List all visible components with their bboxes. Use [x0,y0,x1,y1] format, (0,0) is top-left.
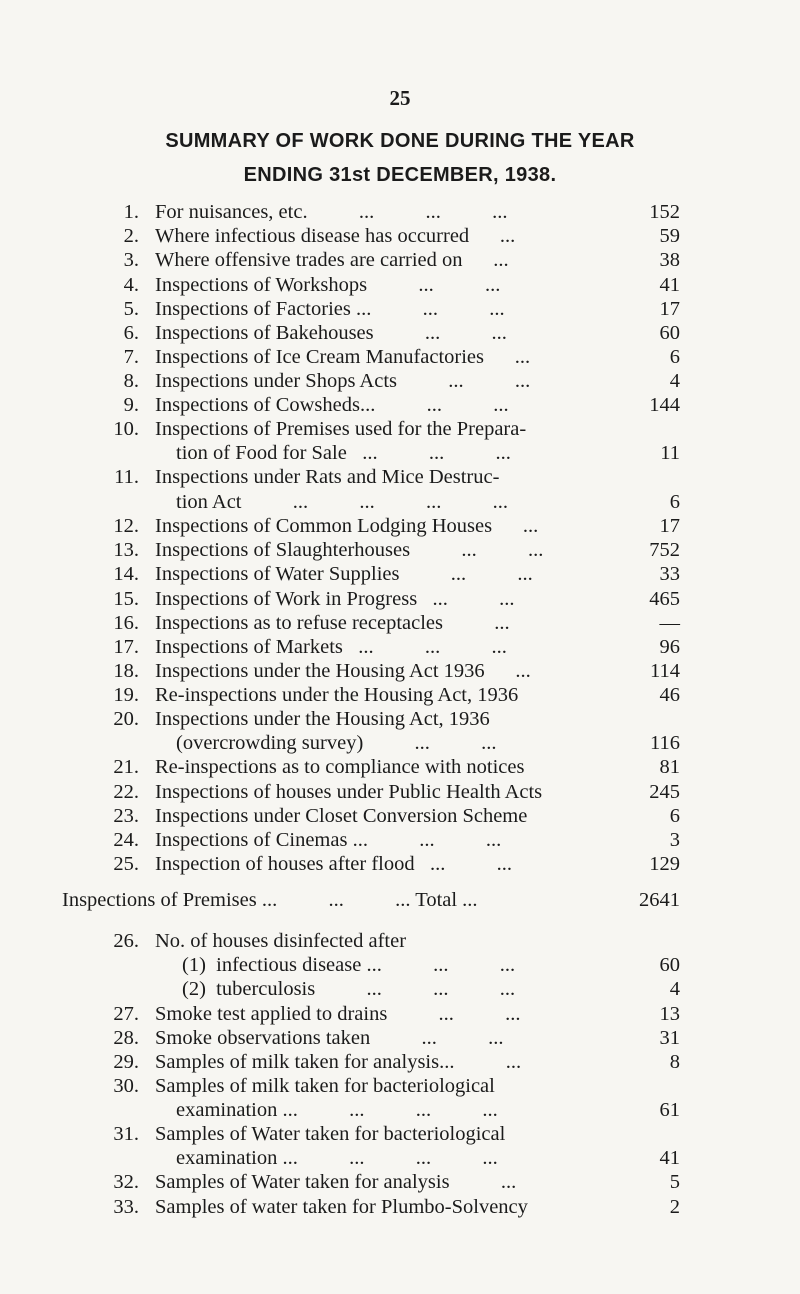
list-item [0,1195,800,1219]
item-value: 96 [659,636,680,658]
item-label: Inspections of Markets ... ... ... [155,636,507,658]
item-label: Smoke test applied to drains ... ... [155,1003,521,1025]
item-label: Re-inspections under the Housing Act, 1936 [155,684,519,706]
list-item [0,200,800,224]
item-label: Inspections of Cinemas ... ... ... [155,829,502,851]
item-value: 245 [649,781,680,803]
item-value: 6 [669,491,680,513]
item-label: Smoke observations taken ... ... [155,1027,504,1049]
item-label: Inspections of Ice Cream Manufactories ... [155,346,531,368]
item-label: Samples of Water taken for analysis ... [155,1171,517,1193]
item-number: 33. [113,1196,139,1218]
item-label: Inspections as to refuse receptacles ... [155,612,510,634]
list-item [0,1002,800,1026]
item-label: (2) tuberculosis ... ... ... [182,978,516,1000]
list-item [0,804,800,828]
item-number: 27. [113,1003,139,1025]
list-item [0,755,800,779]
list-item [0,490,800,514]
list-item [0,1098,800,1122]
item-value: 13 [659,1003,680,1025]
item-label: Inspections under the Housing Act, 1936 [155,708,490,730]
item-number: 29. [113,1051,139,1073]
item-number: 1. [123,201,139,223]
item-label: No. of houses disinfected after [155,930,407,952]
item-label: Inspections of houses under Public Health Acts [155,781,543,803]
item-label: Inspections under Rats and Mice Destruc- [155,466,500,488]
list-item [0,562,800,586]
item-label: Samples of milk taken for analysis... ... [155,1051,522,1073]
item-number: 32. [113,1171,139,1193]
item-number: 28. [113,1027,139,1049]
item-number: 6. [123,322,139,344]
item-number: 2. [123,225,139,247]
item-value: 17 [659,298,680,320]
list-item [0,273,800,297]
list-item [0,345,800,369]
item-value: 144 [649,394,680,416]
item-label: examination ... ... ... ... [176,1147,498,1169]
page-subtitle: ENDING 31st DECEMBER, 1938. [243,164,557,186]
list-item [0,707,800,731]
item-number: 15. [113,588,139,610]
item-value: 41 [659,1147,680,1169]
item-value: 31 [659,1027,680,1049]
list-item [0,780,800,804]
item-label: Inspections of Common Lodging Houses ... [155,515,539,537]
item-number: 21. [113,756,139,778]
list-item [0,248,800,272]
list-item [0,828,800,852]
item-value: 6 [669,346,680,368]
list-item [0,587,800,611]
list-item [0,635,800,659]
item-number: 16. [113,612,139,634]
page-number: 25 [389,86,411,110]
item-label: Inspection of houses after flood ... ... [155,853,512,875]
item-value: 465 [649,588,680,610]
item-number: 14. [113,563,139,585]
item-value: 116 [650,732,680,754]
list-item [0,514,800,538]
item-label: Where offensive trades are carried on ... [155,249,509,271]
item-number: 4. [123,274,139,296]
list-item [0,538,800,562]
item-label: For nuisances, etc. ... ... ... [155,201,508,223]
item-number: 7. [123,346,139,368]
total-label: Inspections of Premises ... ... ... Total ... [62,889,478,911]
item-label: Inspections of Factories ... ... ... [155,298,505,320]
item-value: 152 [649,201,680,223]
item-value: 61 [659,1099,680,1121]
item-number: 31. [113,1123,139,1145]
item-number: 12. [113,515,139,537]
list-item [0,369,800,393]
item-value: 4 [669,370,680,392]
item-number: 23. [113,805,139,827]
list-item [0,1074,800,1098]
item-value: 60 [659,954,680,976]
list-item [0,465,800,489]
item-label: Inspections of Workshops ... ... [155,274,501,296]
item-value: 17 [659,515,680,537]
item-label: Inspections of Water Supplies ... ... [155,563,533,585]
item-label: (overcrowding survey) ... ... [176,732,497,754]
item-label: Where infectious disease has occurred ... [155,225,516,247]
item-value: 114 [650,660,680,682]
list-item [0,611,800,635]
item-number: 3. [123,249,139,271]
list-item [0,1170,800,1194]
item-number: 24. [113,829,139,851]
list-item [0,683,800,707]
list-item [0,417,800,441]
item-number: 13. [113,539,139,561]
item-label: Inspections of Work in Progress ... ... [155,588,515,610]
item-number: 10. [113,418,139,440]
item-number: 30. [113,1075,139,1097]
list-item [0,441,800,465]
item-value: 38 [659,249,680,271]
item-label: tion Act ... ... ... ... [176,491,508,513]
item-value: 3 [669,829,680,851]
item-number: 20. [113,708,139,730]
list-item [0,321,800,345]
item-value: 4 [669,978,680,1000]
item-number: 8. [123,370,139,392]
item-number: 18. [113,660,139,682]
total-value: 2641 [639,889,680,911]
item-number: 26. [113,930,139,952]
item-number: 25. [113,853,139,875]
list-item [0,1050,800,1074]
item-label: Inspections of Premises used for the Prepara- [155,418,527,440]
item-number: 5. [123,298,139,320]
item-label: Inspections under Shops Acts ... ... [155,370,531,392]
page-title: SUMMARY OF WORK DONE DURING THE YEAR [165,130,635,152]
item-label: Inspections under the Housing Act 1936 ... [155,660,531,682]
item-number: 22. [113,781,139,803]
list-item [0,1146,800,1170]
item-label: Inspections of Slaughterhouses ... ... [155,539,544,561]
item-value: 11 [660,442,680,464]
item-value: — [659,612,680,634]
list-item [0,1122,800,1146]
list-item [0,731,800,755]
item-value: 60 [659,322,680,344]
item-label: Inspections under Closet Conversion Scheme [155,805,528,827]
item-label: examination ... ... ... ... [176,1099,498,1121]
item-label: Re-inspections as to compliance with notices [155,756,525,778]
item-label: (1) infectious disease ... ... ... [182,954,516,976]
item-label: Samples of water taken for Plumbo-Solvency [155,1196,528,1218]
item-number: 19. [113,684,139,706]
item-value: 81 [659,756,680,778]
item-number: 17. [113,636,139,658]
item-value: 33 [659,563,680,585]
item-value: 5 [669,1171,680,1193]
list-item [0,977,800,1001]
item-number: 9. [123,394,139,416]
item-value: 2 [669,1196,680,1218]
item-value: 8 [669,1051,680,1073]
list-item [0,929,800,953]
list-item [0,659,800,683]
list-item [0,224,800,248]
item-label: Samples of Water taken for bacteriological [155,1123,506,1145]
item-number: 11. [114,466,139,488]
item-value: 41 [659,274,680,296]
total-row [0,888,800,912]
item-value: 46 [659,684,680,706]
item-value: 59 [659,225,680,247]
list-item [0,1026,800,1050]
item-label: tion of Food for Sale ... ... ... [176,442,511,464]
list-item [0,852,800,876]
list-item [0,393,800,417]
item-value: 129 [649,853,680,875]
item-label: Samples of milk taken for bacteriological [155,1075,495,1097]
list-item [0,953,800,977]
item-label: Inspections of Bakehouses ... ... [155,322,507,344]
item-value: 6 [669,805,680,827]
list-item [0,297,800,321]
item-label: Inspections of Cowsheds... ... ... [155,394,509,416]
item-value: 752 [649,539,680,561]
